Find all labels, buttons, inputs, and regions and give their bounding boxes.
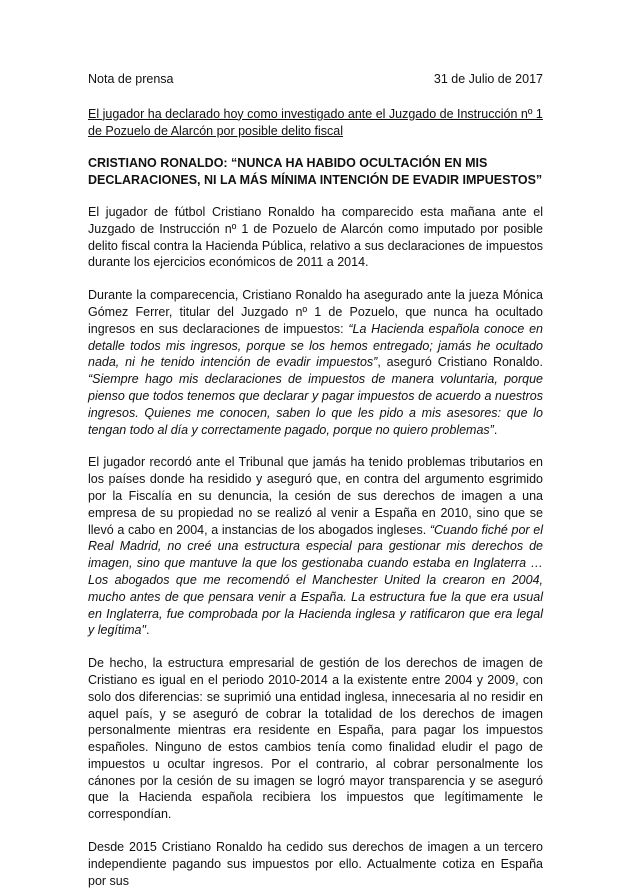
press-release-label: Nota de prensa (88, 72, 174, 86)
paragraph-2-text-b: , aseguró Cristiano Ronaldo. (377, 355, 543, 370)
paragraph-3-text-a: El jugador recordó ante el Tribunal que jamás ha tenido problemas tributarios en los países donde ha residido y aseguró que, en contra del argumento esgrimido por la Fiscalía en su denuncia, la cesión de sus derechos de imagen a una empresa de su propiedad no se realizó al venir a España en 2010, sino que se llevó a cabo en 2004, a instancias de los abogados ingleses. (88, 455, 543, 537)
paragraph-5: Desde 2015 Cristiano Ronaldo ha cedido sus derechos de imagen a un tercero independiente pagando sus impuestos por ello. Actualmente cotiza en España por sus (88, 840, 543, 888)
paragraph-2-quote-1: “La Hacienda española conoce en detalle todos mis ingresos, porque se los hemos entregado; jamás he ocultado nada, ni he tenido intención de evadir impuestos” (88, 321, 543, 370)
document-header (88, 71, 543, 88)
paragraph-2-text-c: . (493, 422, 498, 437)
release-date: 31 de Julio de 2017 (433, 72, 543, 86)
paragraph-2-quote-2: “Siempre hago mis declaraciones de impuestos de manera voluntaria, porque pienso que todos tenemos que declarar y pagar impuestos de acuerdo a nuestros ingresos. Quienes me conocen, saben lo que les pido a mis asesores: que lo tengan todo al día y correctamente pagado, porque no quiero problemas” (88, 372, 543, 437)
paragraph-1: El jugador de fútbol Cristiano Ronaldo ha comparecido esta mañana ante el Juzgado de Instrucción nº 1 de Pozuelo de Alarcón como imputado por posible delito fiscal contra la Hacienda Pública, relativo a sus declaraciones de impuestos durante los ejercicios económicos de 2011 a 2014. (88, 204, 543, 270)
paragraph-3 (88, 454, 543, 639)
paragraph-4: De hecho, la estructura empresarial de gestión de los derechos de imagen de Cristiano es igual en el periodo 2010-2014 a la existente entre 2004 y 2009, con solo dos diferencias: se suprimió una entidad inglesa, innecesaria al no residir en aquel país, y se aseguró de cobrar la totalidad de los derechos de imagen personalmente mientras era residente en España, para pagar los impuestos españoles. Ninguno de estos cambios tenía como finalidad eludir el pago de impuestos u ocultar ingresos. Por el contrario, al cobrar personalmente los cánones por la cesión de su imagen se logró mayor transparencia y se aseguró que la Hacienda española recibiera los impuestos que legítimamente le correspondían. (88, 656, 543, 822)
paragraph-2 (88, 287, 543, 438)
paragraph-3-text-c: . (145, 623, 150, 638)
paragraph-2-text-a: Durante la comparecencia, Cristiano Ronaldo ha asegurado ante la jueza Mónica Gómez Ferrer, titular del Juzgado nº 1 de Pozuelo, que nunca ha ocultado ingresos en sus declaraciones de impuestos: (88, 288, 543, 336)
paragraph-3-quote: “Cuando fiché por el Real Madrid, no creé una estructura especial para gestionar mis derechos de imagen, sino que mantuve la que los gestionaba cuando estaba en Inglaterra … Los abogados que me recomendó el Manchester United la crearon en 2004, mucho antes de que pensara venir a España. La estructura fue la que era usual en Inglaterra, fue comprobada por la Hacienda inglesa y ratificaron que era legal y legítima" (88, 522, 543, 638)
subheadline: El jugador ha declarado hoy como investigado ante el Juzgado de Instrucción nº 1 de Pozuelo de Alarcón por posible delito fiscal (88, 106, 543, 138)
headline: CRISTIANO RONALDO: “NUNCA HA HABIDO OCULTACIÓN EN MIS DECLARACIONES, NI LA MÁS MÍNIMA INTENCIÓN DE EVADIR IMPUESTOS” (88, 156, 543, 188)
document-body (88, 71, 543, 889)
